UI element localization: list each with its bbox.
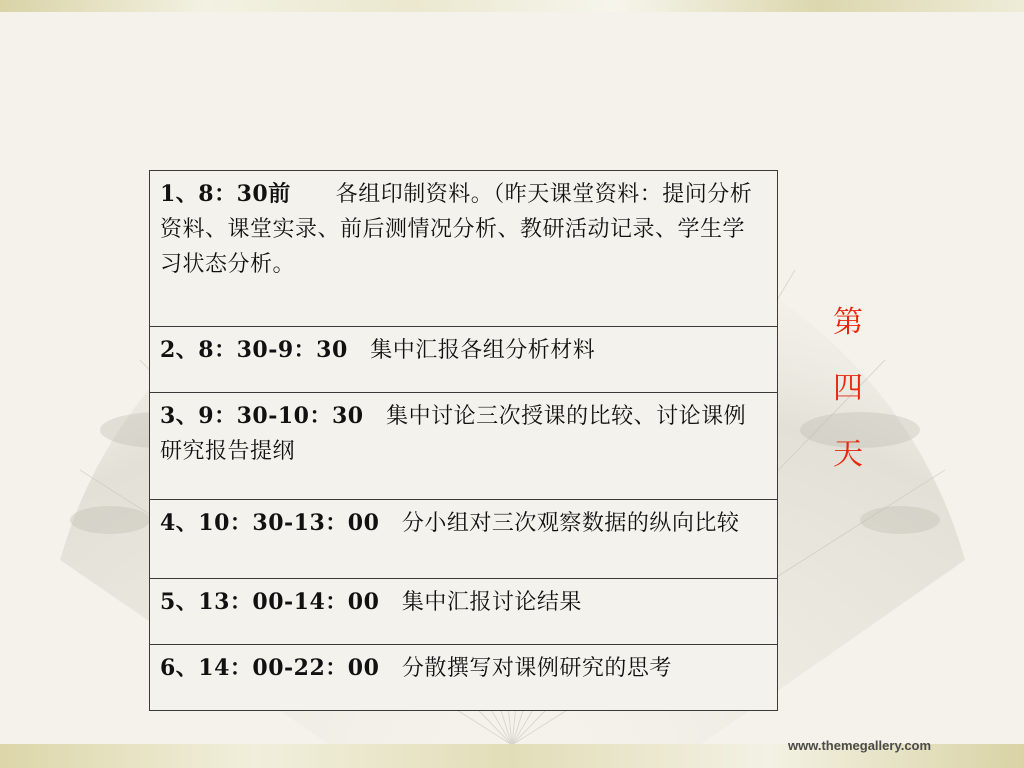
- schedule-table: [149, 170, 778, 711]
- schedule-cell: [150, 579, 778, 645]
- table-row: [150, 579, 778, 645]
- time-label: 3、9：30-10：30: [160, 403, 364, 429]
- day-title-vertical: [828, 290, 868, 488]
- table-row: [150, 327, 778, 393]
- task-text: 各组印制资料。（昨天课堂资料：提问分析资料、课堂实录、前后测情况分析、教研活动记录、学生学习状态分析。: [160, 182, 753, 277]
- footer-website: www.themegallery.com: [788, 738, 932, 753]
- task-text: 分小组对三次观察数据的纵向比较: [379, 511, 740, 536]
- table-row: [150, 500, 778, 579]
- schedule-cell: [150, 500, 778, 579]
- task-text: 分散撰写对课例研究的思考: [379, 656, 672, 681]
- time-label: 4、10：30-13：00: [160, 510, 380, 536]
- day-title-char: 四: [833, 371, 863, 406]
- table-row: [150, 393, 778, 500]
- table-row: [150, 171, 778, 327]
- table-row: [150, 645, 778, 711]
- task-text: 集中汇报讨论结果: [379, 590, 582, 615]
- day-title-char: 天: [833, 437, 863, 472]
- time-label: 1、8：30前: [160, 181, 291, 207]
- time-label: 5、13：00-14：00: [160, 589, 380, 615]
- schedule-cell: [150, 327, 778, 393]
- schedule-cell: [150, 393, 778, 500]
- day-title-char: 第: [833, 305, 863, 340]
- time-label: 2、8：30-9：30: [160, 337, 348, 363]
- schedule-cell: [150, 171, 778, 327]
- time-label: 6、14：00-22：00: [160, 655, 380, 681]
- task-text: 集中讨论三次授课的比较、讨论课例研究报告提纲: [160, 404, 747, 464]
- task-text: 集中汇报各组分析材料: [347, 338, 596, 363]
- schedule-cell: [150, 645, 778, 711]
